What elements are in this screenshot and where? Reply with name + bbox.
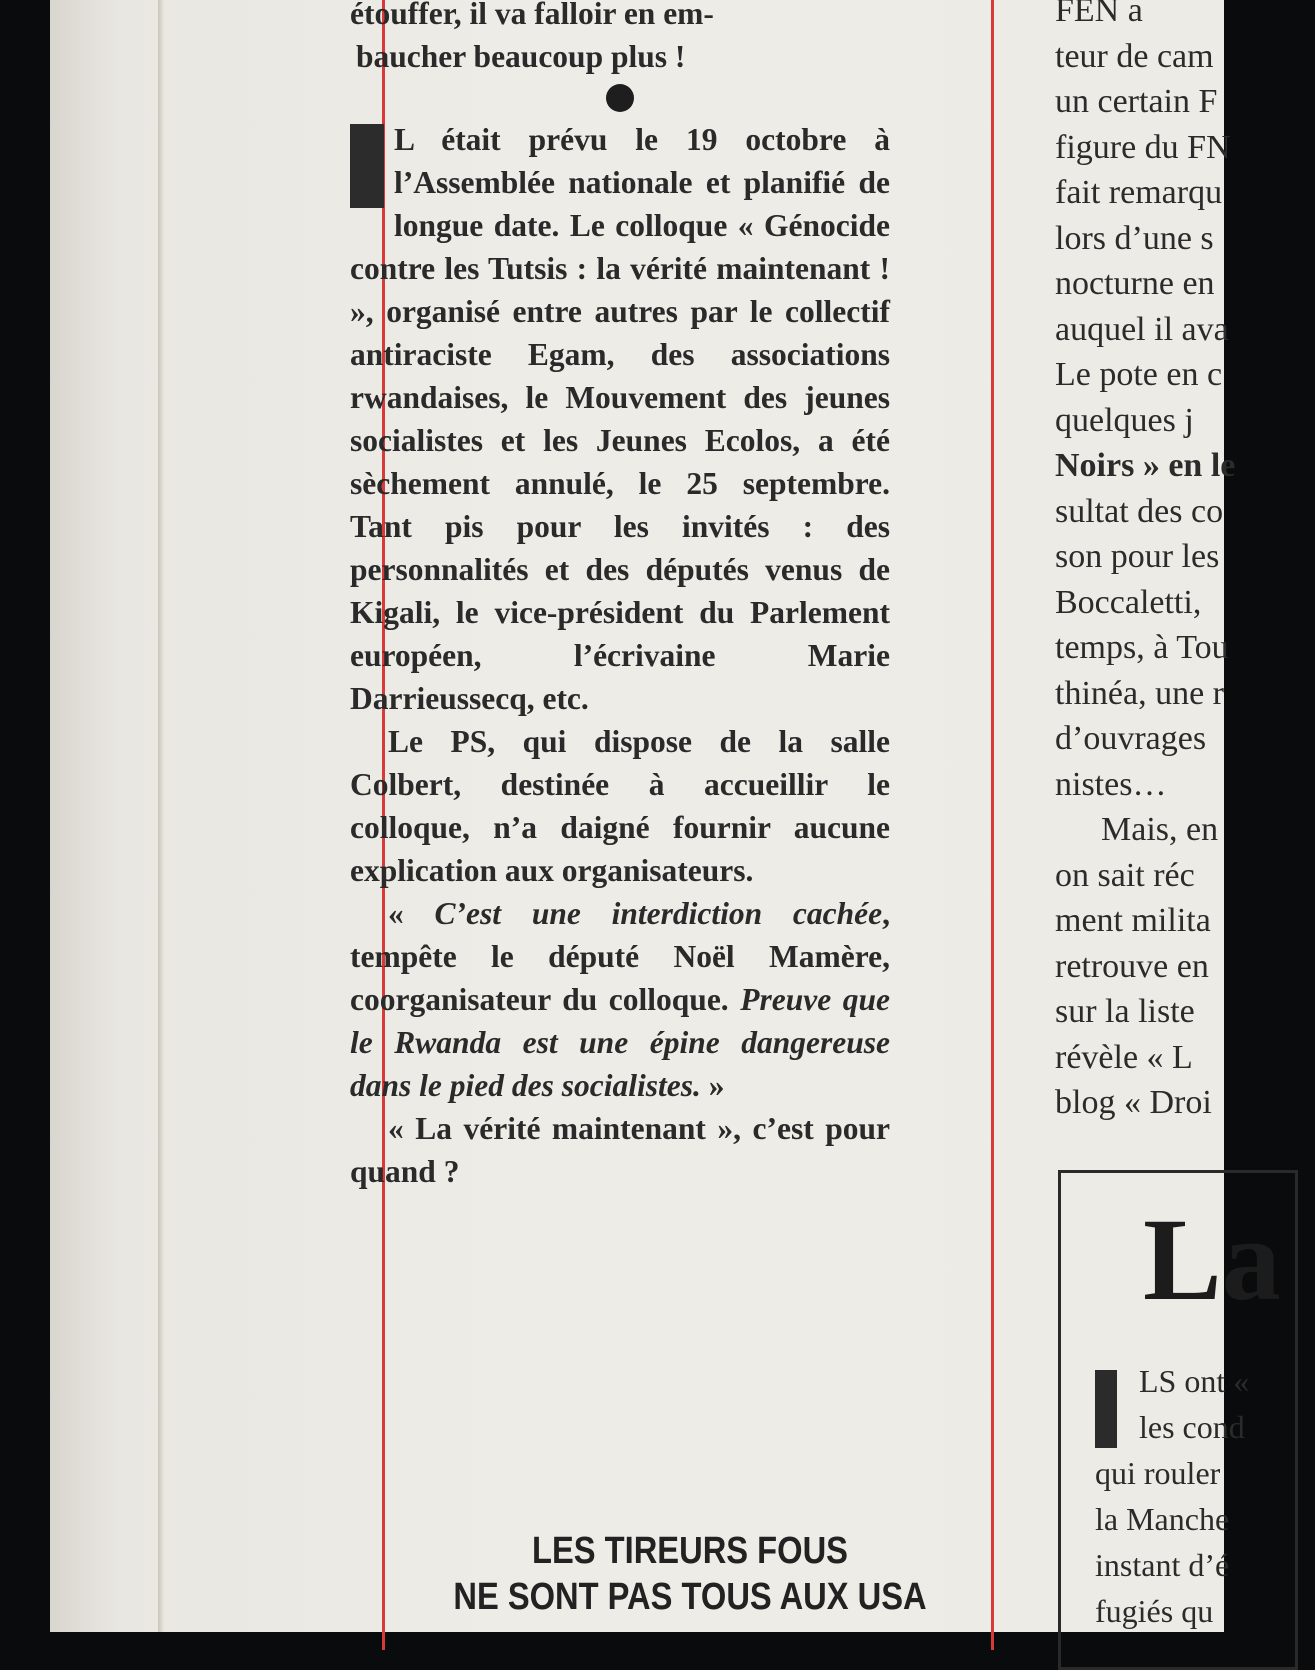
paragraph-1-text: L était prévu le 19 octobre à l’Assemblée nationale et planifié de longue date. Le colloque « Génocide contre les Tutsis : la vérité maintenant ! », organisé entre autres par le collectif antiraciste Egam, des associations rwandaises, le Mouvement des jeunes socialistes et les Jeunes Ecolos, a été sèchement annulé, le 25 septembre. Tant pis pour les invités : des personnalités et des députés venus de Kigali, le vice-président du Parlement européen, l’écrivaine Marie Darrieussecq, etc. bbox=[350, 122, 890, 716]
right-line: un certain F bbox=[1055, 83, 1218, 120]
intro-line-2: baucher beaucoup plus ! bbox=[356, 39, 686, 74]
right-line: sur la liste bbox=[1055, 993, 1195, 1030]
right-line: nocturne en bbox=[1055, 265, 1215, 302]
sidebar-line: LS ont « bbox=[1139, 1363, 1250, 1399]
quote-italic-2: Preuve que le Rwanda est une épine dangereuse dans le pied des socialistes. bbox=[350, 982, 891, 1103]
right-line: sultat des co bbox=[1055, 492, 1224, 530]
sidebar-box-text bbox=[1095, 1358, 1249, 1634]
page-fold-edge bbox=[158, 0, 164, 1632]
sidebar-line: fugiés qu bbox=[1095, 1593, 1214, 1629]
right-line: nistes… bbox=[1055, 765, 1167, 803]
right-line: blog « Droi bbox=[1055, 1084, 1212, 1121]
drop-cap-bar bbox=[350, 124, 384, 208]
quote-close: » bbox=[700, 1068, 725, 1103]
quote-mid: , tempête le député Noël Mamère, coorganisateur du colloque. bbox=[350, 896, 890, 1017]
right-line: thinéa, une r bbox=[1055, 674, 1224, 712]
heading-line-1: LES TIREURS FOUS bbox=[532, 1530, 848, 1572]
right-line: on sait réc bbox=[1055, 856, 1195, 894]
right-line: Le pote en c bbox=[1055, 356, 1223, 393]
right-line: d’ouvrages bbox=[1055, 720, 1207, 757]
adjacent-column bbox=[1055, 0, 1315, 1126]
right-line: Boccaletti, bbox=[1055, 583, 1202, 621]
sidebar-line: la Manche bbox=[1095, 1501, 1230, 1537]
article-column bbox=[350, 0, 890, 1193]
right-line: retrouve en bbox=[1055, 947, 1209, 985]
intro-line-1: étouffer, il va falloir en em- bbox=[350, 0, 714, 31]
heading-line-2: NE SONT PAS TOUS AUX USA bbox=[453, 1576, 927, 1618]
next-article-heading bbox=[432, 1528, 948, 1620]
right-line: lors d’une s bbox=[1055, 219, 1214, 257]
newspaper-page bbox=[50, 0, 1281, 1632]
right-line: ment milita bbox=[1055, 902, 1211, 939]
right-line: Mais, en bbox=[1101, 811, 1219, 848]
paragraph-2: Le PS, qui dispose de la salle Colbert, destinée à accueillir le colloque, n’a daigné fournir aucune explication aux organisateurs. bbox=[350, 724, 890, 888]
paragraph-4: « La vérité maintenant », c’est pour quand ? bbox=[350, 1111, 890, 1189]
right-line: temps, à Tou bbox=[1055, 629, 1229, 666]
sidebar-box-title: La bbox=[1143, 1194, 1281, 1325]
right-line: son pour les bbox=[1055, 538, 1220, 575]
quote-open: « bbox=[388, 896, 435, 931]
right-line: Noirs » en le bbox=[1055, 447, 1236, 484]
separator-dot bbox=[606, 84, 634, 112]
quote-italic-1: C’est une interdiction cachée bbox=[434, 896, 883, 931]
right-line: quelques j bbox=[1055, 401, 1194, 439]
sidebar-line: les cond bbox=[1139, 1409, 1245, 1445]
right-line: FEN a bbox=[1055, 0, 1143, 29]
sidebar-line: qui rouler bbox=[1095, 1455, 1221, 1491]
sidebar-line: instant d’é bbox=[1095, 1547, 1230, 1583]
right-line: teur de cam bbox=[1055, 37, 1214, 75]
right-line: révèle « L bbox=[1055, 1038, 1193, 1076]
right-line: auquel il ava bbox=[1055, 310, 1229, 348]
right-line: figure du FN bbox=[1055, 128, 1231, 166]
paragraph-3 bbox=[350, 892, 890, 1107]
right-line: fait remarqu bbox=[1055, 174, 1223, 211]
paragraph-1 bbox=[350, 118, 890, 720]
